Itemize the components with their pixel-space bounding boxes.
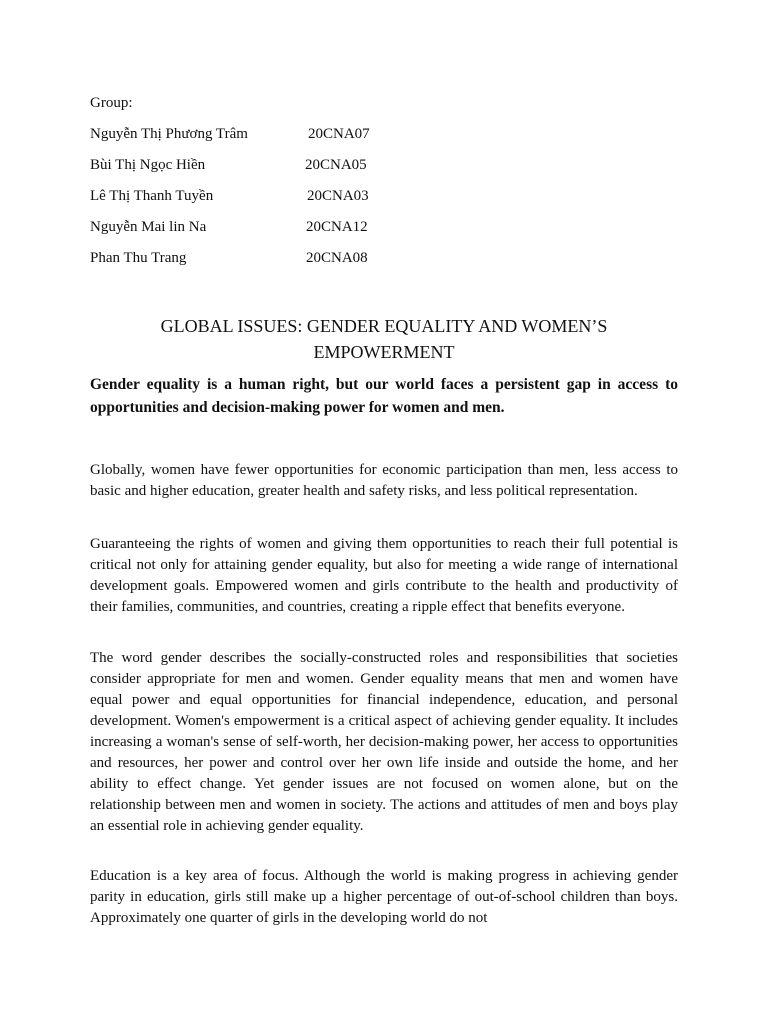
document-title: GLOBAL ISSUES: GENDER EQUALITY AND WOMEN’S EMPOWERMENT [160, 316, 608, 362]
body-paragraph: Guaranteeing the rights of women and giving them opportunities to reach their full potential is critical not only for attaining gender equality, but also for meeting a wide range of international development goals. Empowered women and girls contribute to the health and productivity of their families, communities, and countries, creating a ripple effect that benefits everyone. [90, 536, 678, 615]
body-paragraph: Education is a key area of focus. Although the world is making progress in achieving gender parity in education, girls still make up a higher percentage of out-of-school children than boys. Approximately one quarter of girls in the developing world do not [90, 868, 678, 926]
group-member [90, 186, 369, 206]
group-member [90, 124, 370, 144]
group-member [90, 248, 368, 268]
member-code: 20CNA05 [305, 157, 367, 173]
group-member [90, 217, 368, 237]
group-member [90, 155, 367, 175]
group-label: Group: [90, 95, 133, 111]
member-name: Bùi Thị Ngọc Hiền [90, 157, 206, 173]
member-name: Phan Thu Trang [90, 250, 187, 266]
member-code: 20CNA07 [308, 126, 370, 142]
lead-statement: Gender equality is a human right, but our world faces a persistent gap in access to opportunities and decision-making power for women and men. [90, 376, 678, 416]
member-name: Nguyễn Thị Phương Trâm [90, 126, 248, 142]
member-name: Lê Thị Thanh Tuyền [90, 188, 214, 204]
body-paragraph: Globally, women have fewer opportunities for economic participation than men, less access to basic and higher education, greater health and safety risks, and less political representation. [90, 462, 678, 499]
member-name: Nguyễn Mai lin Na [90, 219, 207, 235]
member-code: 20CNA03 [307, 188, 369, 204]
member-code: 20CNA12 [306, 219, 368, 235]
member-code: 20CNA08 [306, 250, 368, 266]
body-paragraph: The word gender describes the socially-constructed roles and responsibilities that societies consider appropriate for men and women. Gender equality means that men and women have equal power and equal opportunities for financial independence, education, and personal development. Women's empowerment is a critical aspect of achieving gender equality. It includes increasing a woman's sense of self-worth, her decision-making power, her access to opportunities and resources, her power and control over her own life inside and outside the home, and her ability to effect change. Yet gender issues are not focused on women alone, but on the relationship between men and women in society. The actions and attitudes of men and boys play an essential role in achieving gender equality. [90, 650, 678, 834]
